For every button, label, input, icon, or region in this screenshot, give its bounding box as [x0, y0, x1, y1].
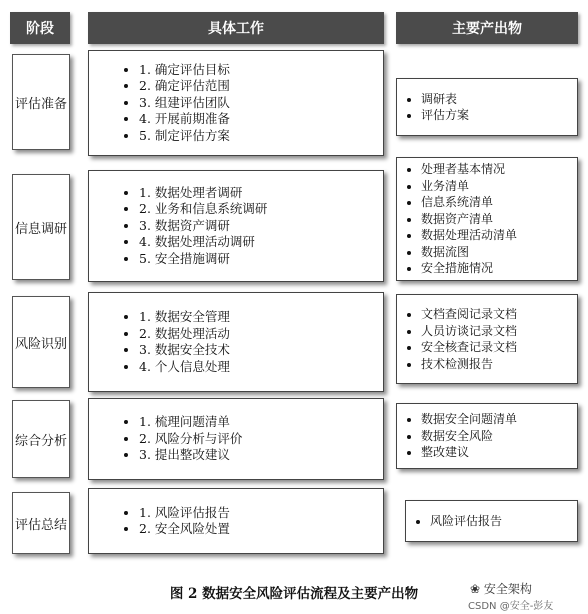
- work-item: • 1. 数据安全管理: [139, 309, 379, 326]
- output-item: • 安全措施情况: [421, 260, 517, 277]
- work-item: • 4. 个人信息处理: [139, 359, 379, 376]
- work-item: • 2. 数据处理活动: [139, 326, 379, 343]
- work-item: • 1. 梳理问题清单: [139, 414, 379, 431]
- work-box-identify: [88, 292, 384, 392]
- output-list-survey: [397, 161, 517, 277]
- header-work: 具体工作: [88, 12, 384, 44]
- output-item: • 技术检测报告: [421, 356, 517, 373]
- output-item: • 文档查阅记录文档: [421, 306, 517, 323]
- output-list-summary: [406, 513, 502, 530]
- stage-identify: 风险识别: [12, 296, 70, 388]
- output-box-analysis: [396, 403, 578, 469]
- output-item: • 信息系统清单: [421, 194, 517, 211]
- stage-prepare: 评估准备: [12, 54, 70, 150]
- work-list-survey: [121, 185, 379, 268]
- header-output: 主要产出物: [396, 12, 578, 44]
- output-item: • 处理者基本情况: [421, 161, 517, 178]
- work-item: • 3. 数据资产调研: [139, 218, 379, 235]
- work-item: • 4. 开展前期准备: [139, 111, 379, 128]
- work-list-identify: [121, 309, 379, 375]
- output-item: • 风险评估报告: [430, 513, 502, 530]
- output-item: • 调研表: [421, 91, 469, 108]
- work-list-prepare: [121, 62, 379, 145]
- work-item: • 1. 数据处理者调研: [139, 185, 379, 202]
- output-list-analysis: [397, 411, 517, 461]
- stage-survey: 信息调研: [12, 174, 70, 280]
- work-list-summary: [121, 505, 379, 538]
- output-list-prepare: [397, 91, 469, 124]
- figure-caption: 图 2 数据安全风险评估流程及主要产出物: [169, 586, 419, 602]
- work-item: • 1. 风险评估报告: [139, 505, 379, 522]
- work-item: • 2. 确定评估范围: [139, 78, 379, 95]
- work-box-survey: [88, 170, 384, 282]
- output-item: • 数据资产清单: [421, 211, 517, 228]
- work-item: • 3. 提出整改建议: [139, 447, 379, 464]
- output-item: • 业务清单: [421, 178, 517, 195]
- work-item: • 2. 风险分析与评价: [139, 431, 379, 448]
- work-item: • 5. 制定评估方案: [139, 128, 379, 145]
- output-item: • 安全核查记录文档: [421, 339, 517, 356]
- output-list-identify: [397, 306, 517, 372]
- watermark-brand-text: 安全架构: [483, 582, 532, 596]
- stage-summary: 评估总结: [12, 492, 70, 554]
- watermark-brand: [470, 580, 532, 597]
- header-stage: 阶段: [10, 12, 70, 44]
- output-item: • 评估方案: [421, 107, 469, 124]
- output-item: • 数据处理活动清单: [421, 227, 517, 244]
- output-item: • 数据安全风险: [421, 428, 517, 445]
- output-item: • 人员访谈记录文档: [421, 323, 517, 340]
- output-item: • 数据流图: [421, 244, 517, 261]
- watermark-credit: CSDN @安全-彭友: [468, 601, 554, 612]
- output-item: • 整改建议: [421, 444, 517, 461]
- work-item: • 1. 确定评估目标: [139, 62, 379, 79]
- output-box-summary: [405, 500, 578, 542]
- wechat-icon: ❀: [470, 582, 481, 596]
- work-box-analysis: [88, 398, 384, 480]
- output-box-survey: [396, 157, 578, 281]
- output-box-prepare: [396, 78, 578, 136]
- output-item: • 数据安全问题清单: [421, 411, 517, 428]
- work-list-analysis: [121, 414, 379, 464]
- work-item: • 5. 安全措施调研: [139, 251, 379, 268]
- work-item: • 3. 数据安全技术: [139, 342, 379, 359]
- work-item: • 3. 组建评估团队: [139, 95, 379, 112]
- stage-analysis: 综合分析: [12, 400, 70, 478]
- work-item: • 2. 业务和信息系统调研: [139, 201, 379, 218]
- work-box-prepare: [88, 50, 384, 156]
- work-item: • 4. 数据处理活动调研: [139, 234, 379, 251]
- output-box-identify: [396, 294, 578, 384]
- work-box-summary: [88, 488, 384, 554]
- work-item: • 2. 安全风险处置: [139, 521, 379, 538]
